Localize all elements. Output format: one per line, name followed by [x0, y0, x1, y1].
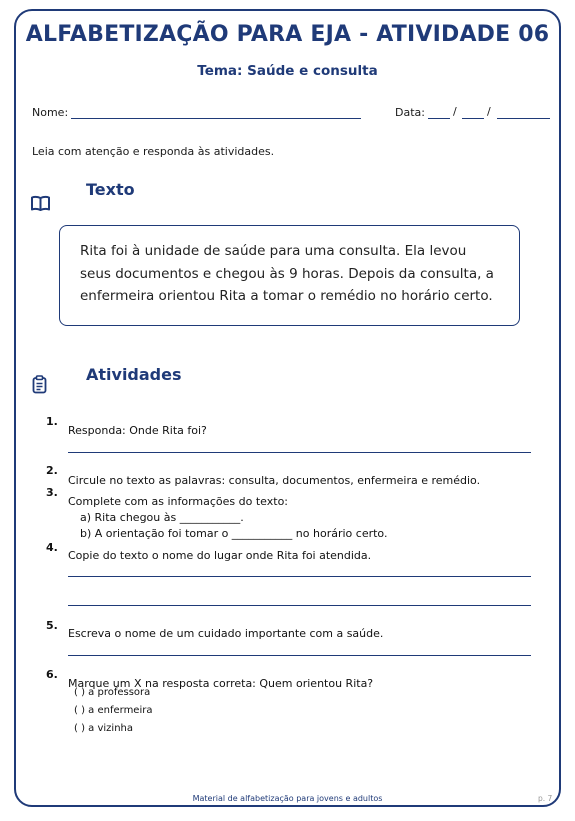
activities-section-heading: Atividades [86, 365, 182, 384]
answer-option-checkbox[interactable]: ( ) a vizinha [74, 723, 133, 734]
footer-text: Material de alfabetização para jovens e adultos [192, 794, 383, 803]
answer-option-checkbox[interactable]: ( ) a enfermeira [74, 705, 153, 716]
answer-line[interactable] [68, 655, 531, 656]
answer-line[interactable] [68, 605, 531, 606]
date-separator: / [453, 105, 457, 118]
reading-text-box [59, 225, 520, 326]
page-title: ALFABETIZAÇÃO PARA EJA - ATIVIDADE 06 [25, 22, 550, 47]
question-text: Responda: Onde Rita foi? [68, 424, 207, 437]
page-number: p. 7 [538, 794, 553, 803]
question-number: 4. [46, 541, 58, 554]
question-text: Complete com as informações do texto: [68, 495, 289, 508]
question-number: 3. [46, 486, 58, 499]
date-label: Data: [395, 106, 425, 119]
question-text: Escreva o nome de um cuidado importante com a saúde. [68, 627, 384, 640]
answer-line[interactable] [68, 452, 531, 453]
page-subtitle: Tema: Saúde e consulta [197, 63, 378, 79]
question-text: Marque um X na resposta correta: Quem orientou Rita? [68, 677, 374, 690]
date-month-field[interactable] [462, 118, 484, 119]
instructions: Leia com atenção e responda às atividades. [32, 145, 275, 158]
name-label: Nome: [32, 106, 69, 119]
clipboard-icon [32, 375, 47, 394]
answer-line[interactable] [68, 576, 531, 577]
date-day-field[interactable] [428, 118, 450, 119]
date-year-field[interactable] [497, 118, 550, 119]
open-book-icon [30, 195, 51, 212]
name-field[interactable] [71, 118, 361, 119]
question-text: Copie do texto o nome do lugar onde Rita foi atendida. [68, 549, 372, 562]
question-number: 6. [46, 668, 58, 681]
reading-text: Rita foi à unidade de saúde para uma consulta. Ela levou seus documentos e chegou às 9 horas. Depois da consulta, a enfermeira orientou Rita a tomar o remédio no horário certo. [80, 243, 494, 304]
date-separator: / [487, 105, 491, 118]
fill-in-item: a) Rita chegou às ___________. [80, 511, 244, 524]
fill-in-item: b) A orientação foi tomar o ___________ no horário certo. [80, 527, 388, 540]
question-number: 5. [46, 619, 58, 632]
question-text: Circule no texto as palavras: consulta, documentos, enfermeira e remédio. [68, 474, 481, 487]
question-number: 1. [46, 415, 58, 428]
answer-option-checkbox[interactable]: ( ) a professora [74, 687, 151, 698]
question-number: 2. [46, 464, 58, 477]
text-section-heading: Texto [86, 180, 135, 199]
